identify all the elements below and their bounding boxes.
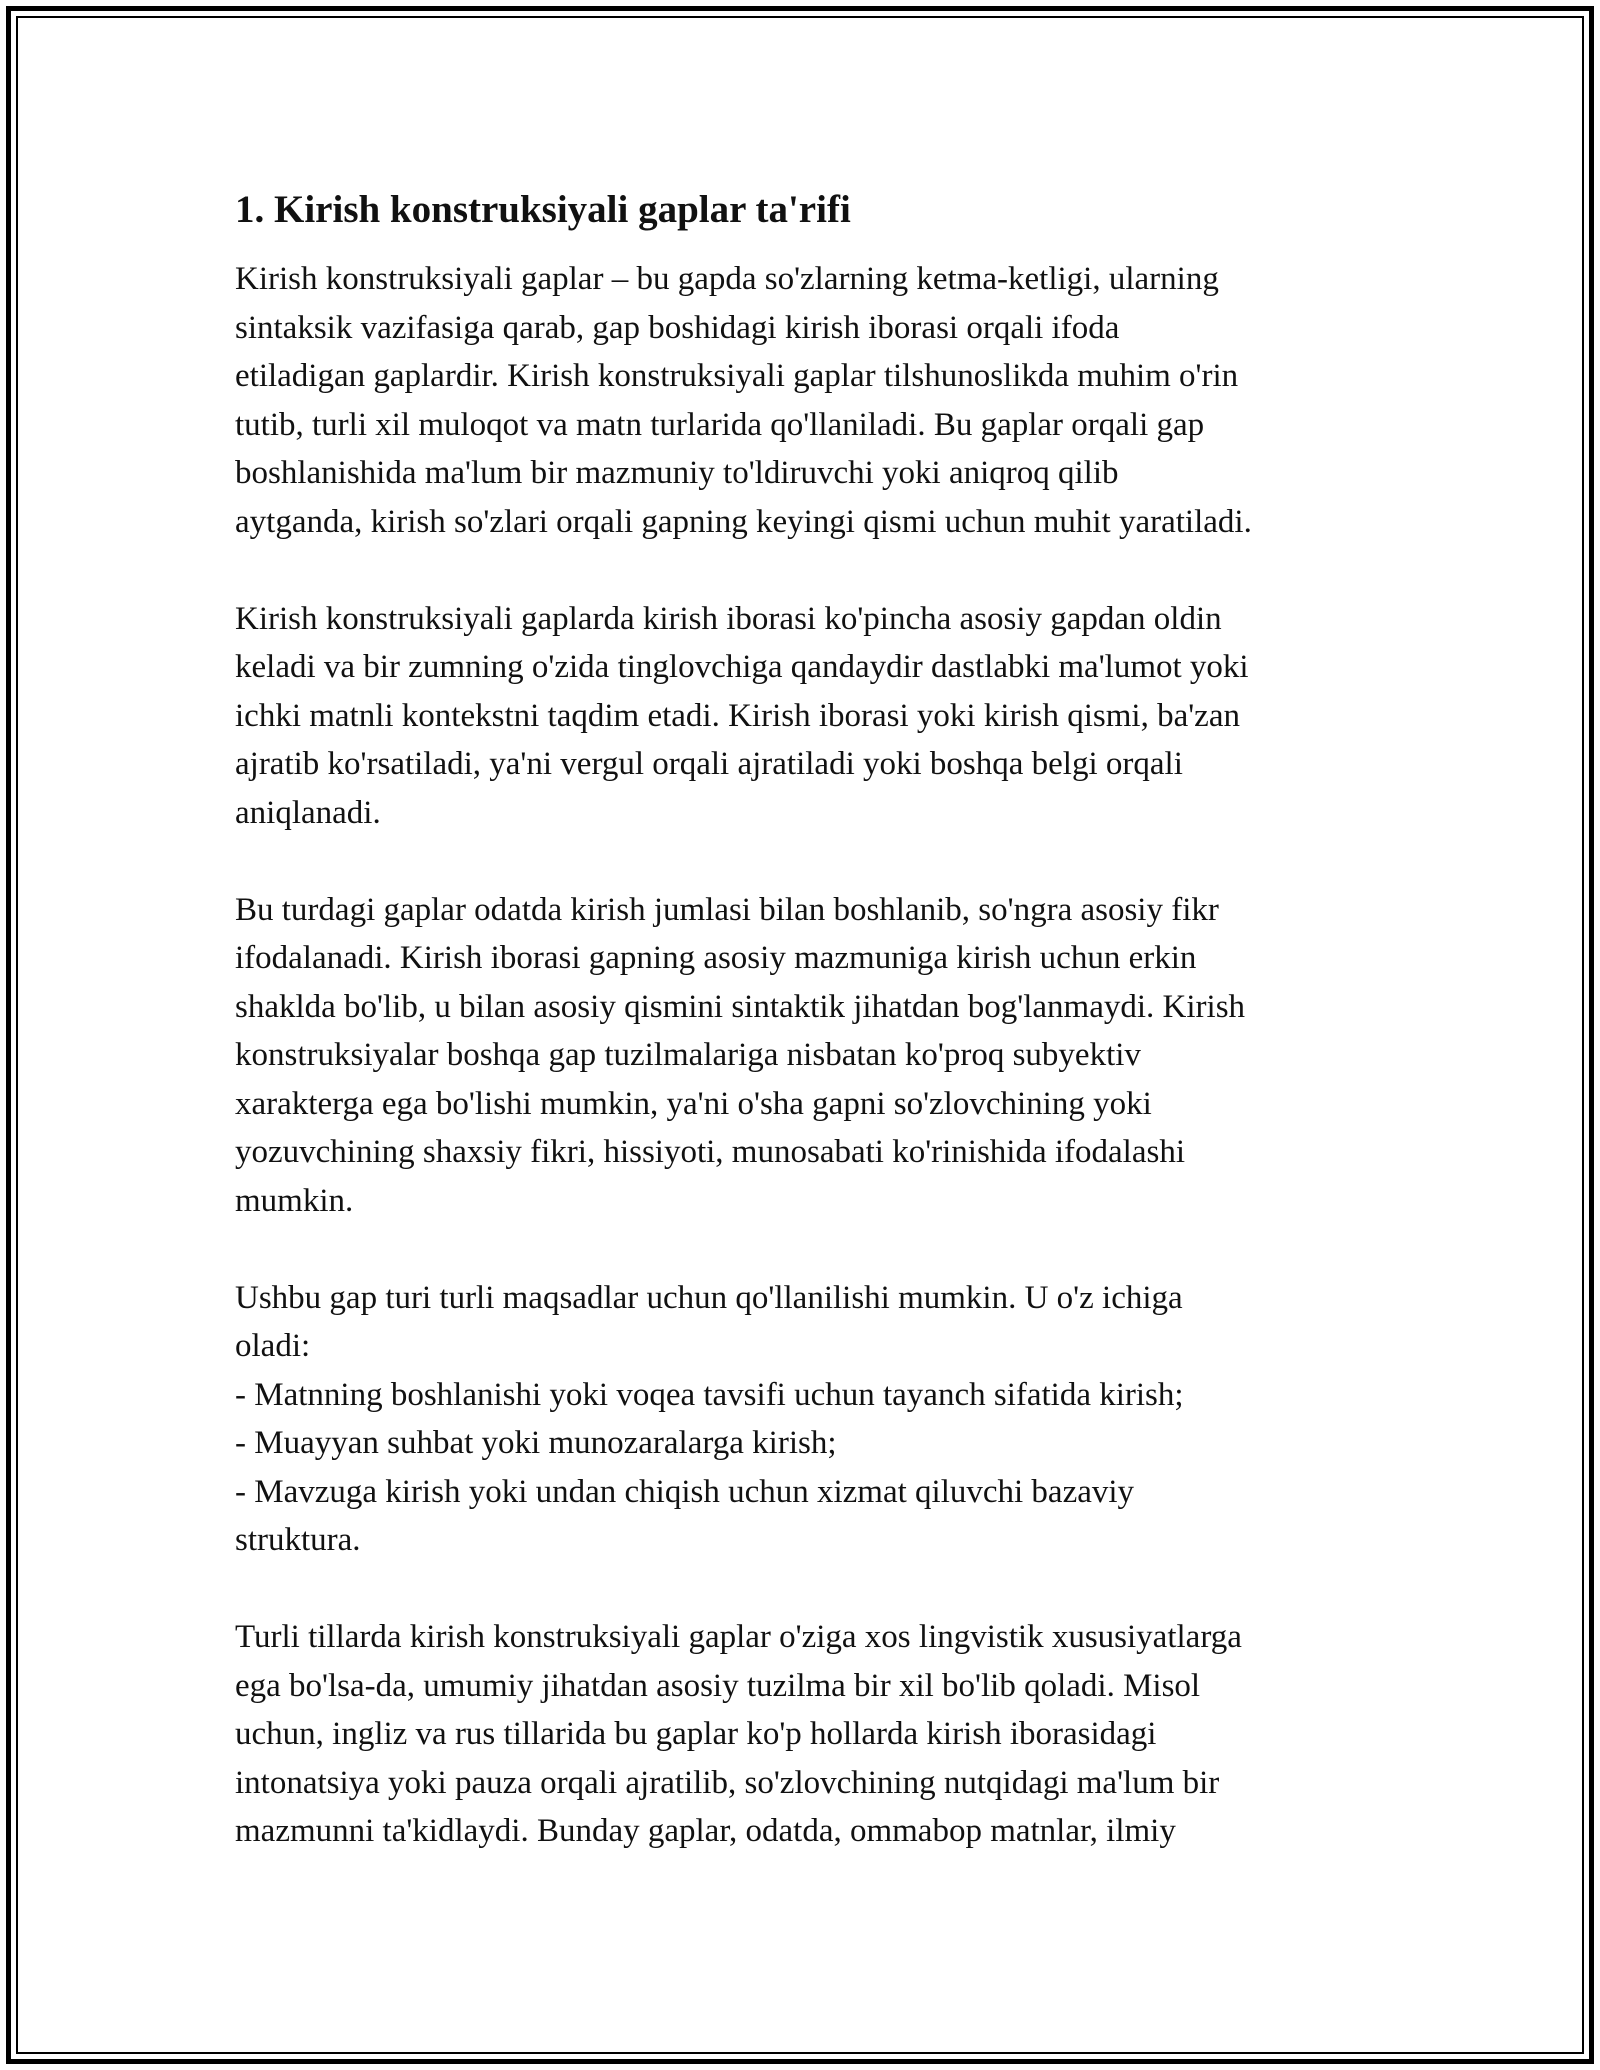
list-item: - Matnning boshlanishi yoki voqea tavsifi uchun tayanch sifatida kirish; xyxy=(235,1376,1184,1413)
text-line: Kirish konstruksiyali gaplar – bu gapda so'zlarning ketma-ketligi, ularning xyxy=(235,261,1219,297)
text-line: shaklda bo'lib, u bilan asosiy qismini sintaktik jihatdan bog'lanmaydi. Kirish xyxy=(235,988,1246,1025)
list-item: - Mavzuga kirish yoki undan chiqish uchun xizmat qiluvchi bazaviy xyxy=(235,1473,1135,1510)
text-line: yozuvchining shaxsiy fikri, hissiyoti, munosabati ko'rinishida ifodalashi xyxy=(235,1134,1186,1170)
text-line: ega bo'lsa-da, umumiy jihatdan asosiy tuzilma bir xil bo'lib qoladi. Misol xyxy=(235,1667,1201,1704)
text-line: konstruksiyalar boshqa gap tuzilmalariga nisbatan ko'proq subyektiv xyxy=(235,1037,1141,1073)
paragraph-5 xyxy=(235,1613,1385,1856)
text-line: ajratib ko'rsatiladi, ya'ni vergul orqali ajratiladi yoki boshqa belgi orqali xyxy=(235,746,1183,782)
text-line: xarakterga ega bo'lishi mumkin, ya'ni o'sha gapni so'zlovchining yoki xyxy=(235,1085,1152,1122)
text-line: keladi va bir zumning o'zida tinglovchiga qandaydir dastlabki ma'lumot yoki xyxy=(235,649,1249,685)
paragraph-3 xyxy=(235,886,1385,1226)
document-body xyxy=(235,185,1385,1856)
section-heading: 1. Kirish konstruksiyali gaplar ta'rifi xyxy=(235,188,851,231)
text-line: etiladigan gaplardir. Kirish konstruksiyali gaplar tilshunoslikda muhim o'rin xyxy=(235,358,1239,394)
text-line: Ushbu gap turi turli maqsadlar uchun qo'llanilishi mumkin. U o'z ichiga xyxy=(235,1279,1183,1316)
text-line: tutib, turli xil muloqot va matn turlarida qo'llaniladi. Bu gaplar orqali gap xyxy=(235,406,1205,443)
text-line: uchun, ingliz va rus tillarida bu gaplar ko'p hollarda kirish iborasidagi xyxy=(235,1716,1157,1752)
text-line: Turli tillarda kirish konstruksiyali gaplar o'ziga xos lingvistik xususiyatlarga xyxy=(235,1619,1242,1655)
paragraph-2 xyxy=(235,595,1385,838)
paragraph-1 xyxy=(235,255,1385,546)
text-line: aytganda, kirish so'zlari orqali gapning keyingi qismi uchun muhit yaratiladi. xyxy=(235,503,1252,540)
paragraph-4 xyxy=(235,1274,1385,1565)
text-line: boshlanishida ma'lum bir mazmuniy to'ldiruvchi yoki aniqroq qilib xyxy=(235,455,1119,491)
text-line: intonatsiya yoki pauza orqali ajratilib, so'zlovchining nutqidagi ma'lum bir xyxy=(235,1764,1220,1801)
text-line: sintaksik vazifasiga qarab, gap boshidagi kirish iborasi orqali ifoda xyxy=(235,309,1120,346)
list-item: - Muayyan suhbat yoki munozaralarga kirish; xyxy=(235,1425,837,1461)
text-line: aniqlanadi. xyxy=(235,794,381,831)
text-line: ifodalanadi. Kirish iborasi gapning asosiy mazmuniga kirish uchun erkin xyxy=(235,940,1197,976)
text-line: Bu turdagi gaplar odatda kirish jumlasi bilan boshlanib, so'ngra asosiy fikr xyxy=(235,891,1219,928)
text-line: mazmunni ta'kidlaydi. Bunday gaplar, odatda, ommabop matnlar, ilmiy xyxy=(235,1813,1176,1849)
text-line: ichki matnli kontekstni taqdim etadi. Kirish iborasi yoki kirish qismi, ba'zan xyxy=(235,697,1240,734)
text-line: mumkin. xyxy=(235,1182,354,1219)
text-line: Kirish konstruksiyali gaplarda kirish iborasi ko'pincha asosiy gapdan oldin xyxy=(235,600,1222,637)
text-line: oladi: xyxy=(235,1328,311,1364)
text-line: struktura. xyxy=(235,1522,361,1558)
